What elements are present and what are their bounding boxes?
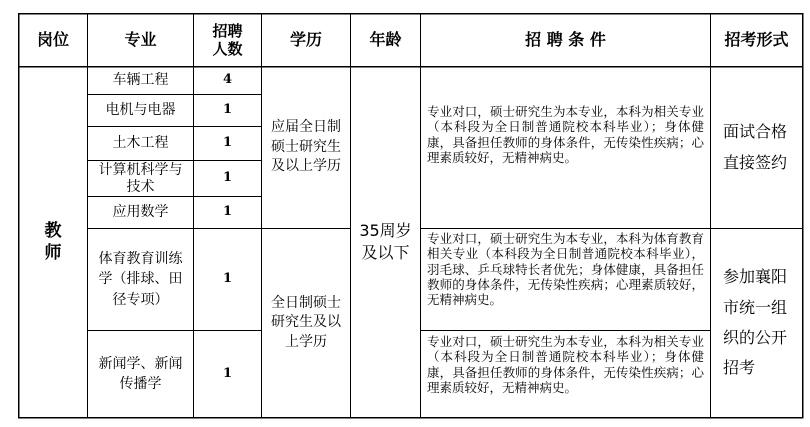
header-position: 岗位 (36, 29, 69, 49)
header-major: 专业 (124, 29, 157, 49)
conditions-group-1: 专业对口，硕士研究生为本专业，本科为相关专业（本科段为全日制普通院校本科毕业）；身体健康，具备担任教师的身体条件，无传染性疾病；心理素质较好，无精神病史。 (427, 104, 704, 165)
major-name: 计算机科学与技术 (98, 161, 183, 195)
major-name: 车辆工程 (112, 72, 169, 89)
conditions-group-3: 专业对口，硕士研究生为本专业，本科为相关专业（本科段为全日制普通院校本科毕业）；身体健康，具备担任教师的身体条件，无传染性疾病；心理素质较好，无精神病史。 (427, 334, 704, 395)
major-count: 1 (222, 102, 233, 118)
exam-form-group-1: 面试合格直接签约 (723, 122, 788, 172)
header-age: 年龄 (369, 29, 402, 49)
major-count: 1 (222, 170, 233, 186)
header-conditions: 招 聘 条 件 (525, 29, 606, 49)
major-name: 土木工程 (112, 135, 169, 152)
education-group-1: 应届全日制硕士研究生及以上学历 (271, 119, 341, 175)
age-cell: 35周岁及以下 (359, 220, 412, 262)
major-name: 应用数学 (112, 204, 169, 221)
major-name: 新闻学、新闻传播学 (98, 355, 183, 392)
major-name: 体育教育训练学（排球、田径专项） (98, 251, 183, 308)
conditions-group-2: 专业对口，硕士研究生为本专业，本科为体育教育相关专业（本科段为全日制普通院校本科毕业），羽毛球、乒乓球特长者优先；身体健康，具备担任教师的身体条件，无传染性疾病；心理素质较好，无精神病史。 (427, 231, 704, 307)
major-name: 电机与电器 (105, 102, 176, 119)
major-count: 1 (222, 365, 233, 381)
major-count: 1 (222, 204, 233, 220)
major-count: 1 (222, 271, 233, 287)
position-cell: 教师 (44, 220, 62, 263)
header-education: 学历 (289, 29, 322, 49)
exam-form-group-2: 参加襄阳市统一组织的公开招考 (723, 267, 788, 378)
education-group-2: 全日制硕士研究生及以上学历 (271, 294, 341, 350)
header-exam-form: 招考形式 (724, 29, 789, 49)
major-count: 4 (222, 72, 233, 88)
major-count: 1 (222, 135, 233, 151)
header-count: 招聘人数 (212, 22, 243, 58)
